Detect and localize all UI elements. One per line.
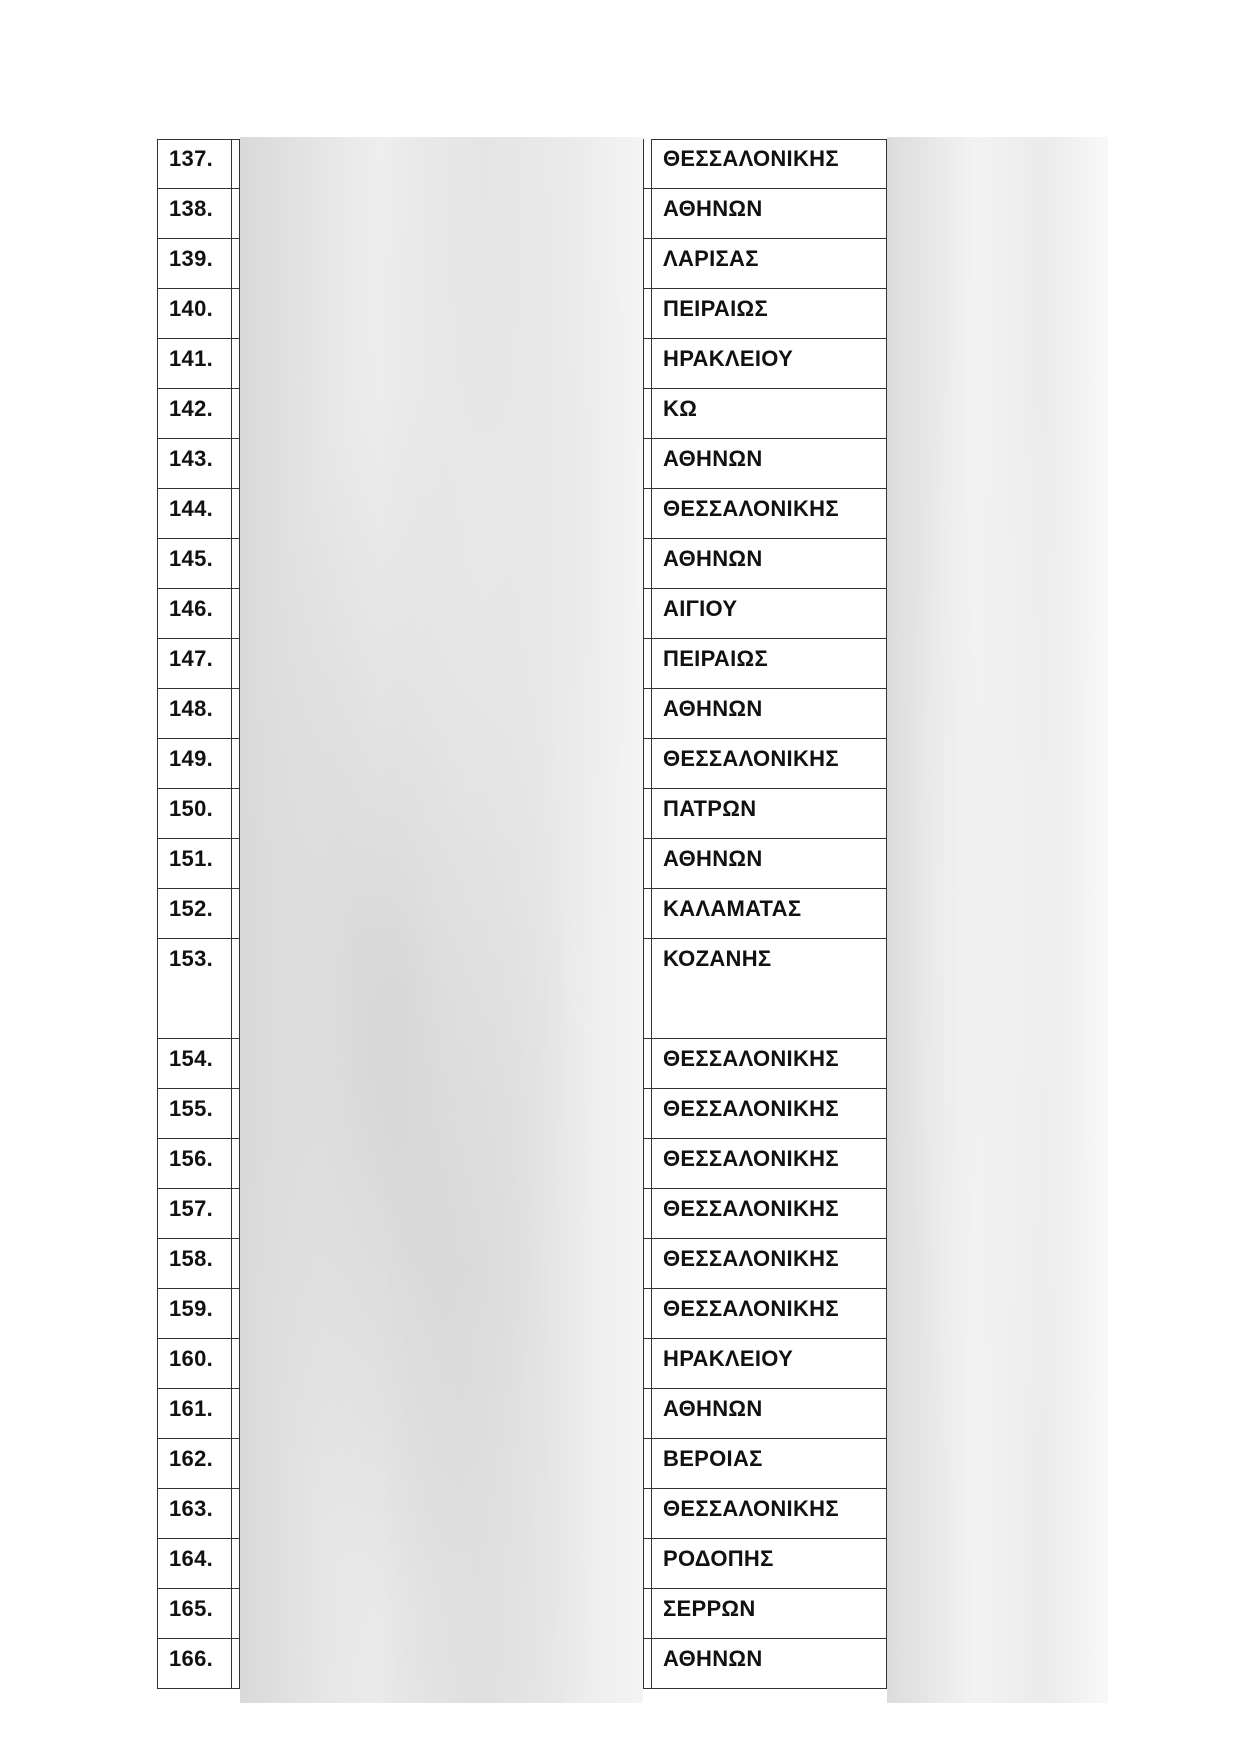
city-name: ΘΕΣΣΑΛΟΝΙΚΗΣ <box>663 1296 839 1321</box>
row-number: 149. <box>169 746 214 771</box>
spacer-cell <box>643 139 651 188</box>
row-number: 164. <box>169 1546 214 1571</box>
city-cell <box>651 1589 887 1638</box>
city-cell <box>651 1039 887 1088</box>
row-number: 165. <box>169 1596 214 1621</box>
row-number-cell <box>157 439 232 488</box>
city-cell <box>651 639 887 688</box>
row-number: 160. <box>169 1346 214 1371</box>
redacted-extra-column <box>887 137 1108 1703</box>
row-number: 139. <box>169 246 214 271</box>
city-cell <box>651 1239 887 1288</box>
spacer-cell <box>643 1039 651 1088</box>
spacer-cell <box>232 1539 240 1588</box>
spacer-cell <box>232 389 240 438</box>
city-cell <box>651 589 887 638</box>
city-cell <box>651 1539 887 1588</box>
row-number-cell <box>157 289 232 338</box>
row-number: 147. <box>169 646 214 671</box>
spacer-cell <box>232 939 240 1038</box>
spacer-cell <box>643 939 651 1038</box>
city-cell <box>651 389 887 438</box>
city-cell <box>651 689 887 738</box>
spacer-cell <box>643 539 651 588</box>
spacer-cell <box>643 1339 651 1388</box>
row-number-cell <box>157 689 232 738</box>
spacer-cell <box>232 539 240 588</box>
city-cell <box>651 339 887 388</box>
city-name: ΑΘΗΝΩΝ <box>663 696 763 721</box>
row-number-cell <box>157 1639 232 1688</box>
spacer-cell <box>232 739 240 788</box>
row-number-cell <box>157 1239 232 1288</box>
spacer-cell <box>643 289 651 338</box>
row-number-cell <box>157 889 232 938</box>
city-name: ΑΘΗΝΩΝ <box>663 1646 763 1671</box>
spacer-cell <box>232 189 240 238</box>
row-number-cell <box>157 1589 232 1638</box>
spacer-cell <box>643 1489 651 1538</box>
city-cell <box>651 889 887 938</box>
city-name: ΑΘΗΝΩΝ <box>663 446 763 471</box>
spacer-cell <box>643 739 651 788</box>
row-number: 141. <box>169 346 214 371</box>
row-number-cell <box>157 789 232 838</box>
spacer-cell <box>643 789 651 838</box>
city-name: ΘΕΣΣΑΛΟΝΙΚΗΣ <box>663 1246 839 1271</box>
spacer-cell <box>232 289 240 338</box>
city-name: ΒΕΡΟΙΑΣ <box>663 1446 763 1471</box>
city-name: ΑΘΗΝΩΝ <box>663 1396 763 1421</box>
row-number-cell <box>157 1039 232 1088</box>
row-number: 148. <box>169 696 214 721</box>
spacer-cell <box>232 1089 240 1138</box>
row-number-cell <box>157 489 232 538</box>
city-name: ΠΕΙΡΑΙΩΣ <box>663 296 768 321</box>
row-number-cell <box>157 1189 232 1238</box>
city-name: ΘΕΣΣΑΛΟΝΙΚΗΣ <box>663 496 839 521</box>
spacer-cell <box>643 1539 651 1588</box>
row-number-cell <box>157 1289 232 1338</box>
city-name: ΘΕΣΣΑΛΟΝΙΚΗΣ <box>663 1496 839 1521</box>
city-name: ΘΕΣΣΑΛΟΝΙΚΗΣ <box>663 1096 839 1121</box>
spacer-cell <box>232 1389 240 1438</box>
spacer-cell <box>643 1589 651 1638</box>
city-name: ΘΕΣΣΑΛΟΝΙΚΗΣ <box>663 1046 839 1071</box>
city-cell <box>651 739 887 788</box>
row-number: 159. <box>169 1296 214 1321</box>
row-number-cell <box>157 1539 232 1588</box>
spacer-cell <box>643 389 651 438</box>
row-number: 142. <box>169 396 214 421</box>
spacer-cell <box>643 1239 651 1288</box>
row-number-cell <box>157 1439 232 1488</box>
spacer-cell <box>232 839 240 888</box>
city-name: ΚΟΖΑΝΗΣ <box>663 946 772 971</box>
spacer-cell <box>643 589 651 638</box>
city-name: ΗΡΑΚΛΕΙΟΥ <box>663 1346 794 1371</box>
row-number: 166. <box>169 1646 214 1671</box>
spacer-cell <box>232 439 240 488</box>
row-number-cell <box>157 839 232 888</box>
city-name: ΠΕΙΡΑΙΩΣ <box>663 646 768 671</box>
city-cell <box>651 139 887 188</box>
city-name: ΚΑΛΑΜΑΤΑΣ <box>663 896 802 921</box>
city-name: ΑΘΗΝΩΝ <box>663 196 763 221</box>
city-name: ΑΘΗΝΩΝ <box>663 846 763 871</box>
spacer-cell <box>232 239 240 288</box>
row-number: 156. <box>169 1146 214 1171</box>
city-name: ΡΟΔΟΠΗΣ <box>663 1546 774 1571</box>
spacer-cell <box>232 689 240 738</box>
row-number-cell <box>157 339 232 388</box>
row-number: 152. <box>169 896 214 921</box>
row-number-cell <box>157 139 232 188</box>
row-number: 137. <box>169 146 214 171</box>
row-number: 153. <box>169 946 214 971</box>
spacer-cell <box>643 689 651 738</box>
spacer-cell <box>643 1389 651 1438</box>
city-name: ΗΡΑΚΛΕΙΟΥ <box>663 346 794 371</box>
spacer-cell <box>643 889 651 938</box>
city-cell <box>651 1389 887 1438</box>
city-name: ΘΕΣΣΑΛΟΝΙΚΗΣ <box>663 1146 839 1171</box>
spacer-cell <box>232 639 240 688</box>
row-number: 140. <box>169 296 214 321</box>
city-cell <box>651 1289 887 1338</box>
city-cell <box>651 839 887 888</box>
spacer-cell <box>643 1439 651 1488</box>
row-number: 151. <box>169 846 214 871</box>
spacer-cell <box>643 189 651 238</box>
city-cell <box>651 1089 887 1138</box>
city-name: ΣΕΡΡΩΝ <box>663 1596 756 1621</box>
city-cell <box>651 789 887 838</box>
spacer-cell <box>643 339 651 388</box>
row-number: 163. <box>169 1496 214 1521</box>
row-number: 161. <box>169 1396 214 1421</box>
city-cell <box>651 1139 887 1188</box>
spacer-cell <box>232 1339 240 1388</box>
spacer-cell <box>232 1189 240 1238</box>
city-cell <box>651 189 887 238</box>
city-name: ΘΕΣΣΑΛΟΝΙΚΗΣ <box>663 746 839 771</box>
city-cell <box>651 1639 887 1688</box>
spacer-cell <box>643 1139 651 1188</box>
spacer-cell <box>232 789 240 838</box>
city-cell <box>651 939 887 1038</box>
spacer-cell <box>232 339 240 388</box>
spacer-cell <box>232 1289 240 1338</box>
spacer-cell <box>643 1089 651 1138</box>
spacer-cell <box>643 839 651 888</box>
row-number: 154. <box>169 1046 214 1071</box>
spacer-cell <box>232 1639 240 1688</box>
spacer-cell <box>232 1589 240 1638</box>
row-number-cell <box>157 589 232 638</box>
row-number-cell <box>157 1339 232 1388</box>
row-number: 162. <box>169 1446 214 1471</box>
city-name: ΚΩ <box>663 396 698 421</box>
city-cell <box>651 1339 887 1388</box>
row-number: 158. <box>169 1246 214 1271</box>
spacer-cell <box>232 889 240 938</box>
spacer-cell <box>643 489 651 538</box>
row-number-cell <box>157 239 232 288</box>
row-number-cell <box>157 539 232 588</box>
city-name: ΘΕΣΣΑΛΟΝΙΚΗΣ <box>663 146 839 171</box>
row-number-cell <box>157 1139 232 1188</box>
row-number-cell <box>157 739 232 788</box>
spacer-cell <box>643 1639 651 1688</box>
city-name: ΑΘΗΝΩΝ <box>663 546 763 571</box>
row-number-cell <box>157 1089 232 1138</box>
spacer-cell <box>232 489 240 538</box>
spacer-cell <box>232 589 240 638</box>
spacer-cell <box>643 239 651 288</box>
row-number: 144. <box>169 496 214 521</box>
city-cell <box>651 439 887 488</box>
row-number: 155. <box>169 1096 214 1121</box>
spacer-cell <box>232 1439 240 1488</box>
spacer-cell <box>643 1289 651 1338</box>
redacted-name-column <box>240 137 643 1703</box>
spacer-cell <box>232 139 240 188</box>
spacer-cell <box>232 1489 240 1538</box>
city-cell <box>651 239 887 288</box>
row-number: 145. <box>169 546 214 571</box>
city-name: ΑΙΓΙΟΥ <box>663 596 738 621</box>
spacer-cell <box>643 639 651 688</box>
row-number-cell <box>157 1489 232 1538</box>
city-cell <box>651 539 887 588</box>
city-name: ΘΕΣΣΑΛΟΝΙΚΗΣ <box>663 1196 839 1221</box>
row-number-cell <box>157 189 232 238</box>
city-cell <box>651 489 887 538</box>
row-number: 157. <box>169 1196 214 1221</box>
city-cell <box>651 1189 887 1238</box>
row-number: 146. <box>169 596 214 621</box>
city-cell <box>651 289 887 338</box>
row-number-cell <box>157 939 232 1038</box>
row-number: 138. <box>169 196 214 221</box>
city-cell <box>651 1489 887 1538</box>
row-number-cell <box>157 389 232 438</box>
row-number-cell <box>157 1389 232 1438</box>
spacer-cell <box>643 1189 651 1238</box>
spacer-cell <box>643 439 651 488</box>
city-name: ΛΑΡΙΣΑΣ <box>663 246 759 271</box>
row-number: 143. <box>169 446 214 471</box>
spacer-cell <box>232 1039 240 1088</box>
spacer-cell <box>232 1239 240 1288</box>
city-name: ΠΑΤΡΩΝ <box>663 796 757 821</box>
spacer-cell <box>232 1139 240 1188</box>
row-number-cell <box>157 639 232 688</box>
city-cell <box>651 1439 887 1488</box>
row-number: 150. <box>169 796 214 821</box>
